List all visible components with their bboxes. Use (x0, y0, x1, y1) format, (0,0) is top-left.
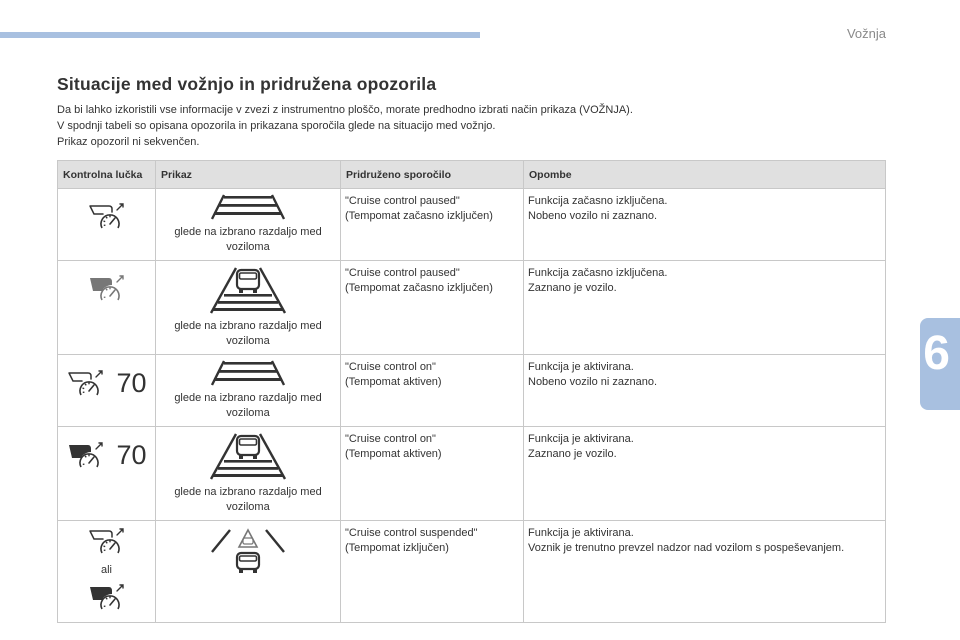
message-cell (341, 427, 524, 521)
note-line: Voznik je trenutno prevzel nadzor nad vozilom s pospeševanjem. (528, 542, 845, 554)
display-caption: glede na izbrano razdaljo med voziloma (174, 392, 322, 419)
table-row (58, 355, 886, 427)
note-line: Zaznano je vozilo. (528, 282, 617, 294)
column-header: Pridruženo sporočilo (341, 161, 524, 189)
message-line: (Tempomat izključen) (345, 542, 449, 554)
note-line: Funkcija začasno izključena. (528, 195, 668, 207)
display-caption: glede na izbrano razdaljo med voziloma (174, 320, 322, 347)
display-caption: glede na izbrano razdaljo med voziloma (174, 486, 322, 513)
cruise-outline-icon (87, 201, 127, 231)
lamp-cell (58, 189, 156, 261)
message-line: "Cruise control suspended" (345, 527, 478, 539)
table-row (58, 427, 886, 521)
road-lanes-icon (208, 194, 288, 220)
alternative-label: ali (100, 564, 112, 576)
display-cell (156, 261, 341, 355)
message-line: "Cruise control paused" (345, 195, 460, 207)
message-cell (341, 189, 524, 261)
table-row (58, 189, 886, 261)
road-warning-icon (208, 526, 288, 574)
road-car-icon (208, 432, 288, 480)
column-header: Opombe (524, 161, 886, 189)
cruise-outline-icon (87, 526, 127, 556)
chapter-number: 6 (923, 327, 950, 380)
speed-value: 70 (116, 367, 147, 398)
section-header: Vožnja (846, 26, 886, 41)
intro-line: Da bi lahko izkoristili vse informacije v zvezi z instrumentno ploščo, morate predhodno izbrati način prikaza (VOŽNJA). (57, 104, 633, 116)
top-accent-bar (0, 32, 480, 38)
message-line: "Cruise control on" (345, 433, 436, 445)
notes-cell (524, 521, 886, 623)
table-row (58, 261, 886, 355)
note-line: Nobeno vozilo ni zaznano. (528, 376, 658, 388)
cruise-filled-icon (66, 440, 106, 470)
message-line: (Tempomat začasno izključen) (345, 210, 493, 222)
lamp-cell (58, 521, 156, 623)
display-cell (156, 355, 341, 427)
notes-cell (524, 355, 886, 427)
notes-cell (524, 427, 886, 521)
intro-line: V spodnji tabeli so opisana opozorila in prikazana sporočila glede na situacijo med vožnjo. (57, 120, 496, 132)
warnings-table (57, 160, 886, 623)
table-row (58, 521, 886, 623)
lamp-cell (58, 427, 156, 521)
message-line: (Tempomat aktiven) (345, 376, 442, 388)
cruise-outline-icon (66, 368, 106, 398)
road-car-icon (208, 266, 288, 314)
note-line: Funkcija začasno izključena. (528, 267, 668, 279)
page-title: Situacije med vožnjo in pridružena opozorila (57, 74, 437, 94)
intro-text (57, 102, 917, 150)
speed-value: 70 (116, 439, 147, 470)
notes-cell (524, 261, 886, 355)
note-line: Zaznano je vozilo. (528, 448, 617, 460)
intro-line: Prikaz opozoril ni sekvenčen. (57, 136, 200, 148)
column-header: Kontrolna lučka (58, 161, 156, 189)
display-caption: glede na izbrano razdaljo med voziloma (174, 226, 322, 253)
note-line: Funkcija je aktivirana. (528, 433, 634, 445)
message-line: (Tempomat aktiven) (345, 448, 442, 460)
lamp-cell (58, 261, 156, 355)
message-cell (341, 355, 524, 427)
display-cell (156, 189, 341, 261)
message-cell (341, 521, 524, 623)
note-line: Funkcija je aktivirana. (528, 361, 634, 373)
notes-cell (524, 189, 886, 261)
message-line: (Tempomat začasno izključen) (345, 282, 493, 294)
column-header: Prikaz (156, 161, 341, 189)
display-cell (156, 521, 341, 623)
display-cell (156, 427, 341, 521)
road-lanes-icon (208, 360, 288, 386)
lamp-cell (58, 355, 156, 427)
message-cell (341, 261, 524, 355)
message-line: "Cruise control on" (345, 361, 436, 373)
message-line: "Cruise control paused" (345, 267, 460, 279)
cruise-filled-icon (87, 582, 127, 612)
note-line: Nobeno vozilo ni zaznano. (528, 210, 658, 222)
note-line: Funkcija je aktivirana. (528, 527, 634, 539)
table-header-row (58, 161, 886, 189)
cruise-grey-icon (87, 273, 127, 303)
